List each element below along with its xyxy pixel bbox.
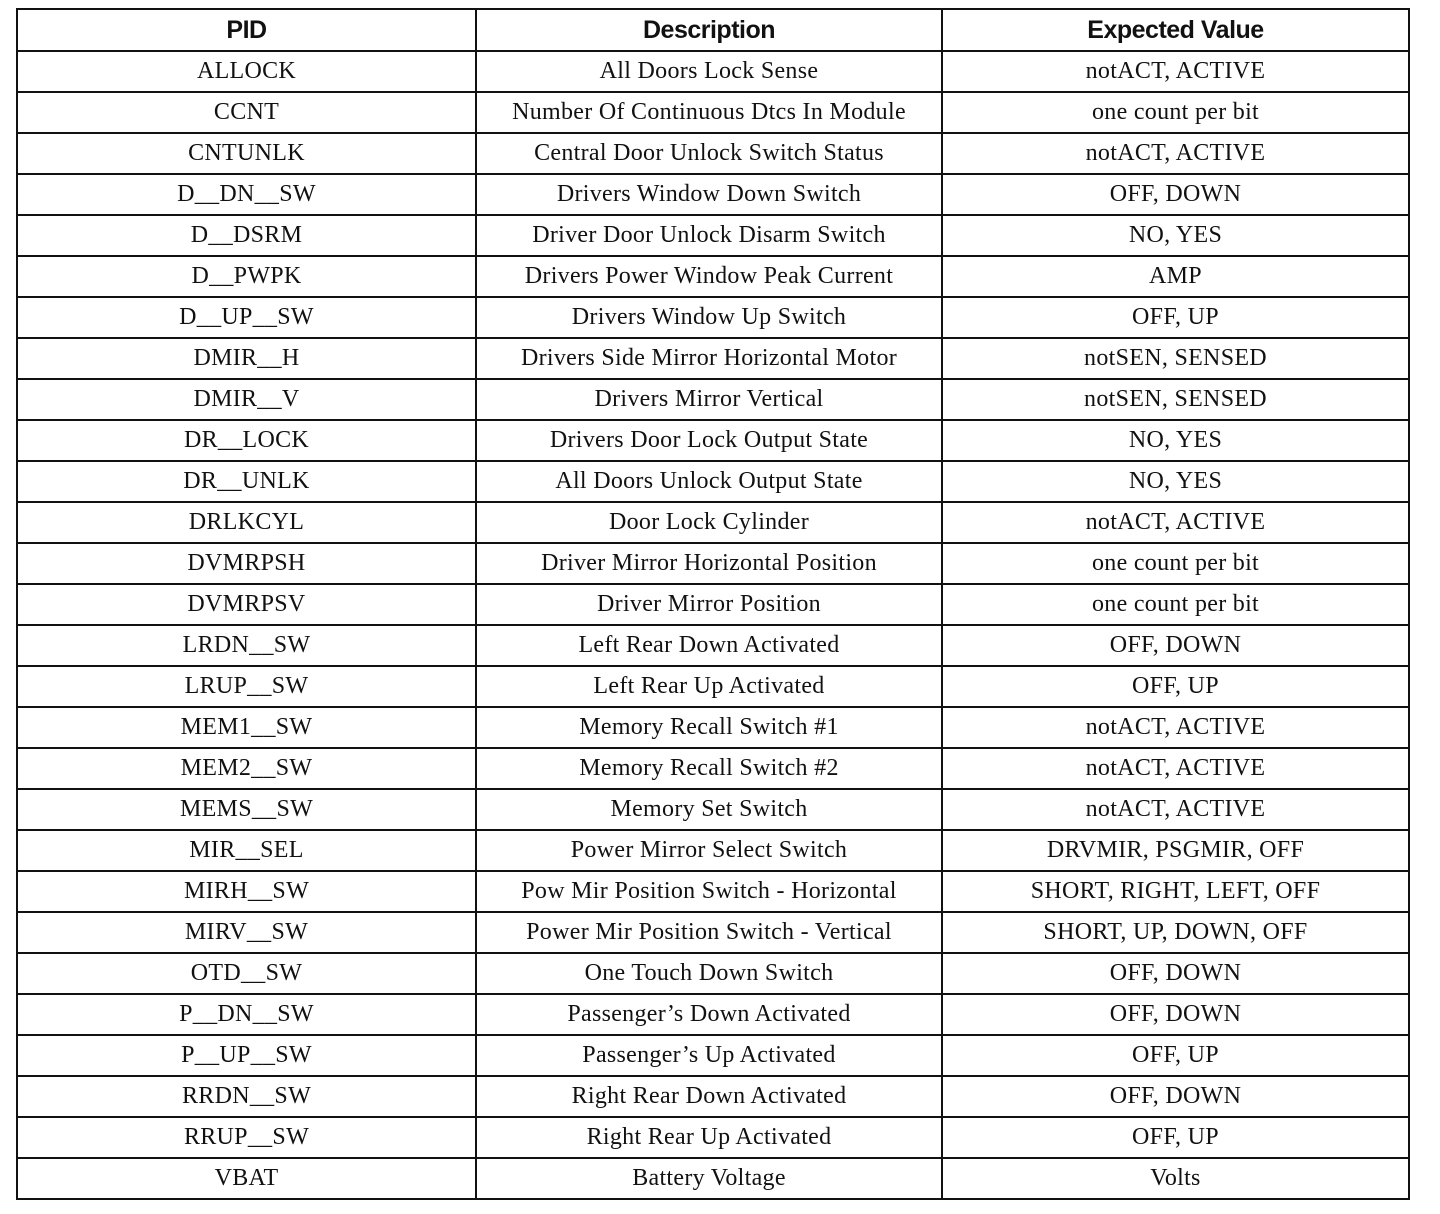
header-description: Description	[476, 9, 942, 51]
pid-cell: MEM2__SW	[17, 748, 476, 789]
description-cell: Drivers Door Lock Output State	[476, 420, 942, 461]
pid-cell: VBAT	[17, 1158, 476, 1199]
pid-cell: D__PWPK	[17, 256, 476, 297]
description-cell: Door Lock Cylinder	[476, 502, 942, 543]
description-cell: Memory Recall Switch #2	[476, 748, 942, 789]
description-cell: All Doors Unlock Output State	[476, 461, 942, 502]
description-cell: Left Rear Up Activated	[476, 666, 942, 707]
expected-value-cell: one count per bit	[942, 584, 1409, 625]
pid-cell: DR__UNLK	[17, 461, 476, 502]
description-cell: Battery Voltage	[476, 1158, 942, 1199]
description-cell: All Doors Lock Sense	[476, 51, 942, 92]
description-cell: Driver Mirror Position	[476, 584, 942, 625]
table-row	[17, 953, 1409, 994]
pid-cell: P__DN__SW	[17, 994, 476, 1035]
table-row	[17, 625, 1409, 666]
description-cell: Drivers Window Up Switch	[476, 297, 942, 338]
expected-value-cell: DRVMIR, PSGMIR, OFF	[942, 830, 1409, 871]
expected-value-cell: OFF, DOWN	[942, 625, 1409, 666]
description-cell: Number Of Continuous Dtcs In Module	[476, 92, 942, 133]
expected-value-cell: OFF, DOWN	[942, 1076, 1409, 1117]
expected-value-cell: OFF, UP	[942, 666, 1409, 707]
table-row	[17, 748, 1409, 789]
table-row	[17, 256, 1409, 297]
header-pid: PID	[17, 9, 476, 51]
header-expected-value: Expected Value	[942, 9, 1409, 51]
description-cell: Passenger’s Down Activated	[476, 994, 942, 1035]
expected-value-cell: OFF, DOWN	[942, 994, 1409, 1035]
table-row	[17, 584, 1409, 625]
pid-cell: DMIR__V	[17, 379, 476, 420]
expected-value-cell: SHORT, RIGHT, LEFT, OFF	[942, 871, 1409, 912]
table-row	[17, 420, 1409, 461]
expected-value-cell: notACT, ACTIVE	[942, 789, 1409, 830]
table-row	[17, 51, 1409, 92]
expected-value-cell: notACT, ACTIVE	[942, 133, 1409, 174]
table-row	[17, 215, 1409, 256]
pid-cell: DR__LOCK	[17, 420, 476, 461]
pid-cell: RRUP__SW	[17, 1117, 476, 1158]
table-row	[17, 707, 1409, 748]
description-cell: Drivers Side Mirror Horizontal Motor	[476, 338, 942, 379]
pid-cell: LRUP__SW	[17, 666, 476, 707]
expected-value-cell: AMP	[942, 256, 1409, 297]
table-body	[17, 51, 1409, 1199]
pid-cell: CCNT	[17, 92, 476, 133]
description-cell: Drivers Window Down Switch	[476, 174, 942, 215]
table-row	[17, 1035, 1409, 1076]
table-row	[17, 543, 1409, 584]
table-row	[17, 830, 1409, 871]
expected-value-cell: one count per bit	[942, 92, 1409, 133]
description-cell: Central Door Unlock Switch Status	[476, 133, 942, 174]
expected-value-cell: notACT, ACTIVE	[942, 707, 1409, 748]
expected-value-cell: notSEN, SENSED	[942, 379, 1409, 420]
table-row	[17, 297, 1409, 338]
pid-cell: D__UP__SW	[17, 297, 476, 338]
table-row	[17, 92, 1409, 133]
expected-value-cell: notSEN, SENSED	[942, 338, 1409, 379]
description-cell: Driver Door Unlock Disarm Switch	[476, 215, 942, 256]
expected-value-cell: OFF, UP	[942, 1117, 1409, 1158]
pid-table	[16, 8, 1410, 1200]
table-row	[17, 133, 1409, 174]
expected-value-cell: OFF, UP	[942, 297, 1409, 338]
pid-cell: DRLKCYL	[17, 502, 476, 543]
expected-value-cell: OFF, DOWN	[942, 174, 1409, 215]
expected-value-cell: notACT, ACTIVE	[942, 502, 1409, 543]
expected-value-cell: OFF, DOWN	[942, 953, 1409, 994]
table-row	[17, 1158, 1409, 1199]
pid-cell: MIR__SEL	[17, 830, 476, 871]
pid-cell: DMIR__H	[17, 338, 476, 379]
table-row	[17, 1076, 1409, 1117]
table-row	[17, 379, 1409, 420]
pid-cell: MIRV__SW	[17, 912, 476, 953]
description-cell: Drivers Power Window Peak Current	[476, 256, 942, 297]
description-cell: Pow Mir Position Switch - Horizontal	[476, 871, 942, 912]
expected-value-cell: SHORT, UP, DOWN, OFF	[942, 912, 1409, 953]
pid-cell: ALLOCK	[17, 51, 476, 92]
expected-value-cell: NO, YES	[942, 461, 1409, 502]
pid-cell: MEM1__SW	[17, 707, 476, 748]
pid-cell: D__DSRM	[17, 215, 476, 256]
description-cell: Left Rear Down Activated	[476, 625, 942, 666]
expected-value-cell: notACT, ACTIVE	[942, 748, 1409, 789]
table-row	[17, 912, 1409, 953]
pid-cell: RRDN__SW	[17, 1076, 476, 1117]
table-header-row	[17, 9, 1409, 51]
pid-cell: MIRH__SW	[17, 871, 476, 912]
description-cell: Memory Recall Switch #1	[476, 707, 942, 748]
description-cell: Drivers Mirror Vertical	[476, 379, 942, 420]
expected-value-cell: NO, YES	[942, 215, 1409, 256]
table-row	[17, 994, 1409, 1035]
pid-cell: P__UP__SW	[17, 1035, 476, 1076]
table-row	[17, 461, 1409, 502]
table-row	[17, 871, 1409, 912]
expected-value-cell: NO, YES	[942, 420, 1409, 461]
description-cell: One Touch Down Switch	[476, 953, 942, 994]
description-cell: Right Rear Down Activated	[476, 1076, 942, 1117]
pid-cell: OTD__SW	[17, 953, 476, 994]
description-cell: Right Rear Up Activated	[476, 1117, 942, 1158]
table-row	[17, 666, 1409, 707]
description-cell: Power Mir Position Switch - Vertical	[476, 912, 942, 953]
expected-value-cell: notACT, ACTIVE	[942, 51, 1409, 92]
description-cell: Driver Mirror Horizontal Position	[476, 543, 942, 584]
pid-cell: DVMRPSV	[17, 584, 476, 625]
pid-cell: D__DN__SW	[17, 174, 476, 215]
table-row	[17, 1117, 1409, 1158]
table-row	[17, 174, 1409, 215]
table-row	[17, 502, 1409, 543]
pid-cell: MEMS__SW	[17, 789, 476, 830]
pid-cell: CNTUNLK	[17, 133, 476, 174]
expected-value-cell: Volts	[942, 1158, 1409, 1199]
expected-value-cell: OFF, UP	[942, 1035, 1409, 1076]
table-row	[17, 789, 1409, 830]
pid-cell: DVMRPSH	[17, 543, 476, 584]
table-row	[17, 338, 1409, 379]
description-cell: Memory Set Switch	[476, 789, 942, 830]
pid-cell: LRDN__SW	[17, 625, 476, 666]
expected-value-cell: one count per bit	[942, 543, 1409, 584]
description-cell: Passenger’s Up Activated	[476, 1035, 942, 1076]
description-cell: Power Mirror Select Switch	[476, 830, 942, 871]
